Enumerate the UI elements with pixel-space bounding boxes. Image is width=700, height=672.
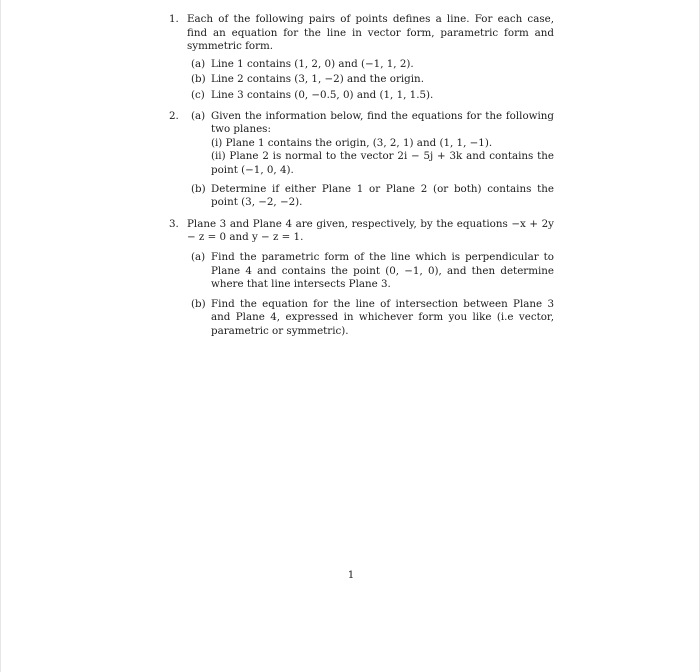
subpart-label: (b)	[191, 182, 206, 195]
subpart-label: (a)	[191, 57, 206, 70]
plane-2-item: (ii) Plane 2 is normal to the vector 2i − 5j + 3k and contains the point (−1, 0, 4).	[211, 150, 554, 176]
subpart-b	[187, 73, 554, 87]
subpart-c	[187, 89, 554, 103]
subpart-a	[187, 251, 554, 292]
subpart-text: Find the parametric form of the line which is perpendicular to Plane 4 and contains the point (0, −1, 0), and then determine where that line intersects Plane 3.	[211, 250, 554, 291]
subpart-a	[187, 110, 554, 178]
subpart-b	[187, 298, 554, 339]
problem-2	[169, 110, 554, 210]
problem-list	[169, 13, 554, 345]
problem-text: Each of the following pairs of points defines a line. For each case, find an equation for the line in vector form, parametric form and symmetric form.	[187, 13, 554, 53]
subparts	[187, 58, 554, 103]
plane-1-item: (i) Plane 1 contains the origin, (3, 2, 1) and (1, 1, −1).	[211, 136, 493, 149]
subpart-label: (a)	[191, 250, 206, 263]
subpart-text: Line 2 contains (3, 1, −2) and the origin.	[211, 73, 424, 86]
subpart-label: (c)	[191, 88, 205, 101]
subpart-text: Determine if either Plane 1 or Plane 2 (or both) contains the point (3, −2, −2).	[211, 182, 554, 209]
page-number: 1	[347, 569, 355, 581]
problem-1	[169, 13, 554, 103]
problem-text: Plane 3 and Plane 4 are given, respectively, by the equations −x + 2y − z = 0 and y − z = 1.	[187, 217, 554, 244]
subpart-label: (a)	[191, 109, 206, 122]
subpart-text: Line 3 contains (0, −0.5, 0) and (1, 1, 1.5).	[211, 88, 434, 101]
subpart-b	[187, 183, 554, 210]
subpart-text: Given the information below, find the equations for the following two planes:	[211, 109, 554, 136]
subpart-label: (b)	[191, 73, 206, 86]
subpart-a	[187, 58, 554, 72]
subpart-text: Line 1 contains (1, 2, 0) and (−1, 1, 2).	[211, 57, 414, 70]
problem-number: 2.	[169, 109, 179, 122]
subpart-label: (b)	[191, 297, 206, 310]
problem-number: 3.	[169, 217, 179, 230]
problem-3	[169, 218, 554, 339]
subpart-text: Find the equation for the line of intersection between Plane 3 and Plane 4, expressed in whichever form you like (i.e vector, parametric or symmetric).	[211, 297, 554, 337]
problem-number: 1.	[169, 13, 179, 25]
